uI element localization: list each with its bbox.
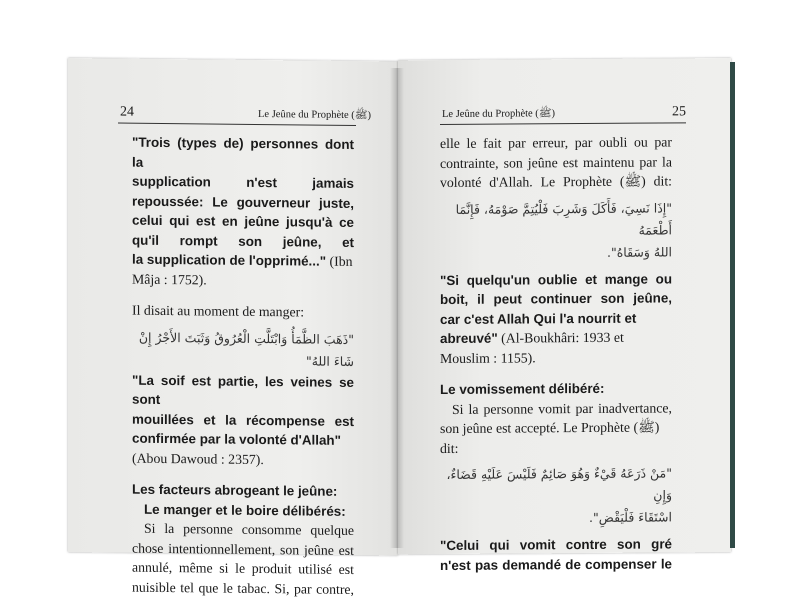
text-line: "Trois (types de) personnes dont la [132, 134, 354, 170]
citation: (Abou Dawoud : 2357). [132, 450, 264, 467]
section-heading: Les facteurs abrogeant le jeûne: [132, 481, 338, 499]
arabic-text: "ذَهَبَ الظَّمَأُ وَابْتَلَّتِ الْعُرُوقُ وَثَبَتَ الأَجْرُ إِنْ شَاءَ اللهُ" [138, 329, 354, 369]
text-line: n'est pas demandé de compenser le [440, 555, 672, 573]
book-cover-edge [730, 62, 735, 548]
quote-text: abreuvé" [440, 330, 498, 347]
text-line: volonté d'Allah. Le Prophète (ﷺ) dit: [440, 173, 672, 191]
text-line: qu'il rompt son jeûne, et [132, 232, 354, 250]
text-line: "La soif est partie, les veines se sont [132, 372, 354, 407]
text-line: annulé, même si le produit utilisé est [132, 559, 354, 577]
text-line: car c'est Allah Qui l'a nourrit et [440, 310, 637, 327]
text-line: son jeûne est accepté. Le Prophète (ﷺ) dit: [440, 419, 660, 456]
arabic-text: اسْتَقَاءَ فَلْيَقْضِ". [589, 509, 672, 525]
text-line: boit, il peut continuer son jeûne, [440, 290, 672, 308]
book-spine [390, 68, 404, 548]
text-line: Si la personne consomme quelque [144, 520, 354, 538]
text-line: supplication n'est jamais [132, 173, 354, 191]
text-line [132, 250, 354, 272]
text-line: repoussée: Le gouverneur juste, [132, 193, 354, 211]
text-line: Il disait au moment de manger: [132, 302, 305, 320]
text-line: "Celui qui vomit contre son gré [440, 536, 672, 554]
page-number: 25 [672, 104, 686, 120]
right-text-block [440, 132, 672, 575]
arabic-text: "إِذَا نَسِيَ، فَأَكَلَ وَشَرِبَ فَلْيُتِمَّ صَوْمَهُ، فَإِنَّمَا أَطْعَمَهُ [455, 199, 672, 238]
text-line: celui qui est en jeûne jusqu'à ce [132, 212, 354, 230]
arabic-text: "مَنْ ذَرَعَهُ قَيْءٌ وَهُوَ صَائِمٌ فَلَيْسَ عَلَيْهِ قَضَاءٌ، وَإِنِ [446, 465, 672, 503]
subsection-heading: Le manger et le boire délibérés: [144, 501, 346, 519]
text-line: contrainte, son jeûne est maintenu par la [440, 153, 672, 171]
running-header: Le Jeûne du Prophète (ﷺ) [258, 108, 371, 122]
citation: (Al-Boukhâri: 1933 et [497, 329, 624, 346]
quote-text: la supplication de l'opprimé..." [132, 251, 327, 269]
section-heading: Le vomissement délibéré: [440, 380, 605, 398]
text-line: Si la personne vomit par inadvertance, [452, 399, 672, 417]
arabic-text: اللهُ وَسَقَاهُ". [606, 243, 672, 260]
left-page [68, 58, 398, 597]
text-line: confirmée par la volonté d'Allah" [132, 430, 341, 448]
text-line: nuisible tel que le tabac. Si, par contre, [132, 579, 354, 597]
open-book [68, 58, 731, 597]
text-line [440, 327, 672, 348]
text-line: mouillées et la récompense est [132, 411, 354, 429]
text-line: "Si quelqu'un oublie et mange ou [440, 270, 672, 288]
text-line: chose intentionnellement, son jeûne est [132, 540, 354, 558]
right-page [398, 58, 731, 573]
running-header: Le Jeûne du Prophète (ﷺ) [442, 108, 555, 121]
text-line: Mâja : 1752). [132, 271, 207, 287]
text-line: elle le fait par erreur, par oubli ou par [440, 134, 672, 152]
left-text-block [132, 133, 354, 599]
citation: (Ibn [326, 253, 353, 269]
citation: Mouslim : 1155). [440, 349, 536, 366]
page-number: 24 [120, 104, 134, 120]
